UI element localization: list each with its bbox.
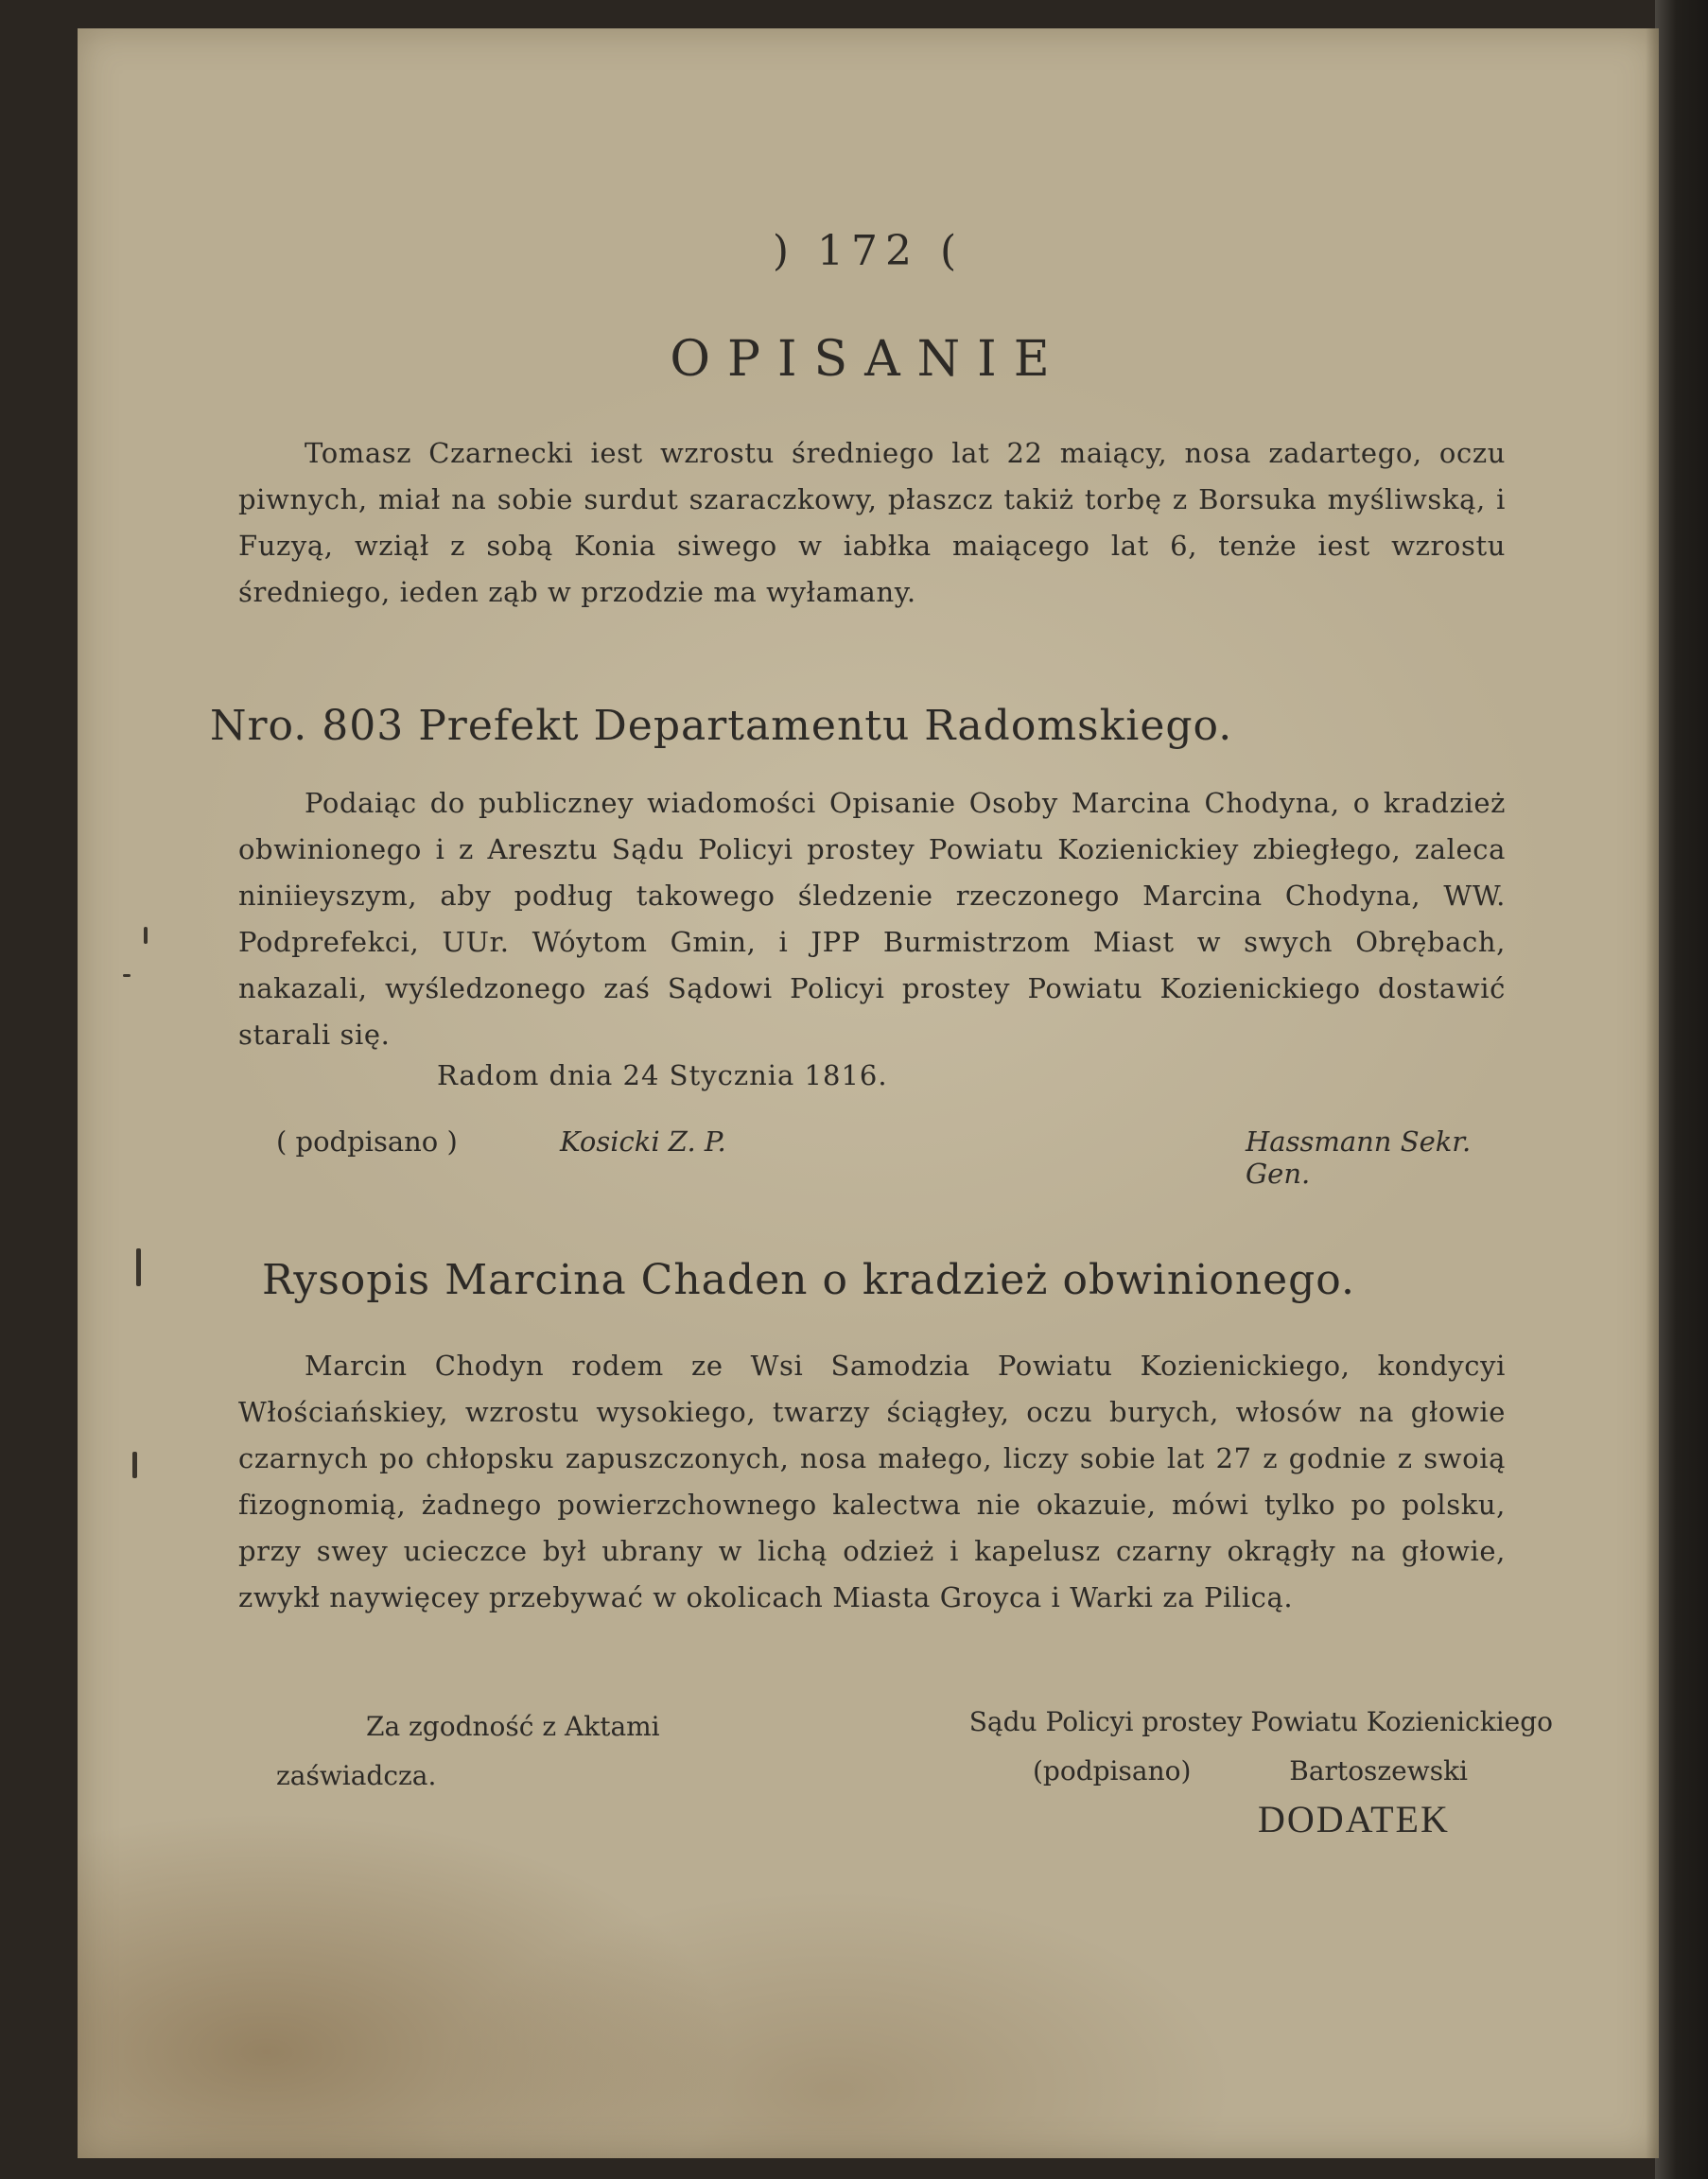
- margin-mark: [136, 1248, 141, 1286]
- margin-mark: [144, 927, 148, 944]
- heading-prefekt: Nro. 803 Prefekt Departamentu Radomskiego.: [210, 702, 1233, 750]
- attestation-left: [276, 1702, 660, 1801]
- margin-mark: [123, 974, 131, 977]
- margin-mark: [132, 1452, 137, 1478]
- paragraph-announcement: Podaiąc do publiczney wiadomości Opisanie Osoby Marcina Chodyna, o kradzież obwinionego i z Aresztu Sądu Policyi prostey Powiatu Kozienickiey zbiegłego, zaleca niniieyszym, aby podług takowego śledzenie rzeczonego Marcina Chodyna, WW. Podprefekci, UUr. Wóytom Gmin, i JPP Burmistrzom Miast w swych Obrębach, nakazali, wyśledzonego zaś Sądowi Policyi prostey Powiatu Kozienickiego dostawić starali się.: [238, 787, 1506, 1051]
- attestation-signature-line: [948, 1747, 1553, 1796]
- attestation-podpisano: (podpisano): [1033, 1755, 1192, 1787]
- attestation-left-line2: zaświadcza.: [276, 1760, 437, 1791]
- paragraph-description-czarnecki: Tomasz Czarnecki iest wzrostu średniego lat 22 maiący, nosa zadartego, oczu piwnych, miał na sobie surdut szaraczkowy, płaszcz takiż torbę z Borsuka myśliwską, i Fuzyą, wziął z sobą Konia siwego w iabłka maiącego lat 6, tenże iest wzrostu średniego, ieden ząb w przodzie ma wyłamany.: [238, 437, 1506, 608]
- paragraph-rysopis: Marcin Chodyn rodem ze Wsi Samodzia Powiatu Kozienickiego, kondycyi Włościańskiey, wzrostu wysokiego, twarzy ściągłey, oczu burych, włosów na głowie czarnych po chłopsku zapuszczonych, nosa małego, liczy sobie lat 27 z godnie z swoią fizognomią, żadnego powierzchownego kalectwa nie okazuie, mówi tylko po polsku, przy swey ucieczce był ubrany w lichą odzież i kapelusz czarny okrągły na głowie, zwykł naywięcey przebywać w okolicach Miasta Groyca i Warki za Pilicą.: [238, 1350, 1506, 1613]
- document-page: [78, 28, 1659, 2158]
- catchword: DODATEK: [1258, 1798, 1450, 1840]
- heading-opisanie: OPISANIE: [670, 331, 1067, 388]
- attestation-court: Sądu Policyi prostey Powiatu Kozienickiego: [968, 1706, 1553, 1737]
- attestation-right: [948, 1698, 1553, 1796]
- page-number: ) 172 (: [772, 227, 965, 275]
- attestation-left-line1: Za zgodność z Aktami: [366, 1711, 660, 1742]
- attestation-bartoszewski: Bartoszewski: [1289, 1755, 1468, 1787]
- signature-kosicki: Kosicki Z. P.: [560, 1125, 726, 1158]
- signature-hassmann: Hassmann Sekr. Gen.: [1246, 1125, 1472, 1190]
- scanner-background: [1655, 0, 1708, 2179]
- heading-rysopis: Rysopis Marcina Chaden o kradzież obwinionego.: [262, 1256, 1356, 1304]
- signature-label: ( podpisano ): [276, 1125, 458, 1158]
- dateline: Radom dnia 24 Stycznia 1816.: [437, 1059, 888, 1091]
